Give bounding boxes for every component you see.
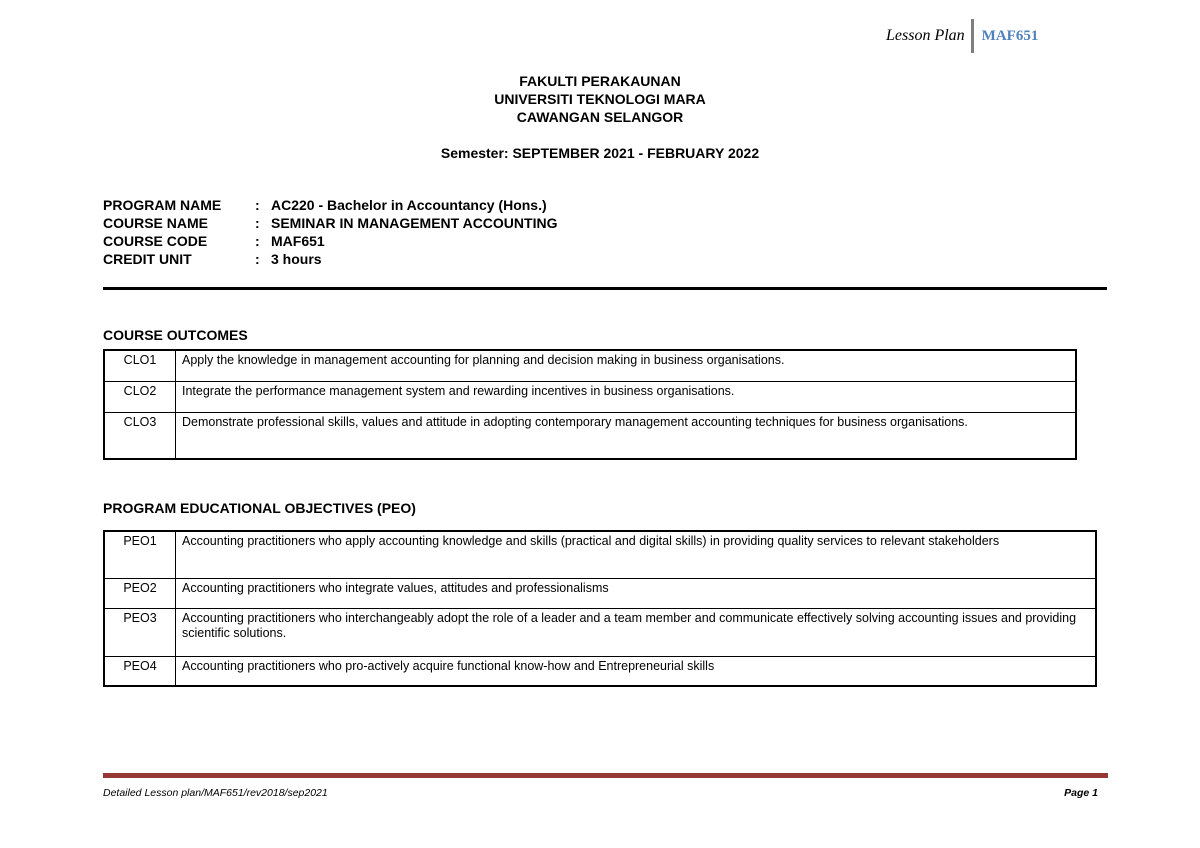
table-row — [104, 412, 1076, 459]
info-label: COURSE NAME — [103, 215, 209, 231]
footer-divider — [103, 773, 1108, 778]
info-separator: : — [255, 215, 260, 231]
footer-document-ref: Detailed Lesson plan/MAF651/rev2018/sep2021 — [103, 787, 328, 799]
info-value: AC220 - Bachelor in Accountancy (Hons.) — [271, 197, 547, 213]
clo-text: Demonstrate professional skills, values and attitude in adopting contemporary management accounting techniques for business organisations. — [176, 412, 1077, 459]
peo-text: Accounting practitioners who pro-actively acquire functional know-how and Entrepreneurial skills — [176, 656, 1097, 686]
peo-code: PEO1 — [104, 531, 176, 578]
peo-table — [103, 530, 1097, 687]
peo-text: Accounting practitioners who apply accounting knowledge and skills (practical and digital skills) in providing quality services to relevant stakeholders — [176, 531, 1097, 578]
clo-code: CLO1 — [104, 350, 176, 381]
info-separator: : — [255, 197, 260, 213]
section-divider — [103, 287, 1107, 290]
course-info — [103, 196, 557, 268]
clo-code: CLO3 — [104, 412, 176, 459]
campus-name: CAWANGAN SELANGOR — [516, 109, 684, 125]
course-outcomes-table — [103, 349, 1077, 460]
course-outcomes-title: COURSE OUTCOMES — [103, 327, 248, 343]
clo-text: Integrate the performance management system and rewarding incentives in business organisations. — [176, 381, 1077, 412]
table-row — [104, 531, 1096, 578]
info-label: COURSE CODE — [103, 233, 208, 249]
table-row — [104, 608, 1096, 656]
peo-title: PROGRAM EDUCATIONAL OBJECTIVES (PEO) — [103, 500, 416, 516]
clo-code: CLO2 — [104, 381, 176, 412]
semester-line: Semester: SEPTEMBER 2021 - FEBRUARY 2022 — [440, 145, 760, 161]
peo-code: PEO4 — [104, 656, 176, 686]
info-row-credit-unit — [103, 250, 557, 268]
peo-code: PEO2 — [104, 578, 176, 608]
info-row-program — [103, 196, 557, 214]
peo-text: Accounting practitioners who integrate values, attitudes and professionalisms — [176, 578, 1097, 608]
info-value: SEMINAR IN MANAGEMENT ACCOUNTING — [271, 215, 558, 231]
info-label: PROGRAM NAME — [103, 197, 222, 213]
info-row-course-code — [103, 232, 557, 250]
table-row — [104, 656, 1096, 686]
page-number: Page 1 — [1064, 787, 1098, 799]
peo-code: PEO3 — [104, 608, 176, 656]
info-value: MAF651 — [271, 233, 325, 249]
table-row — [104, 350, 1076, 381]
info-separator: : — [255, 251, 260, 267]
info-row-course-name — [103, 214, 557, 232]
table-row — [104, 381, 1076, 412]
header-course-code: MAF651 — [981, 27, 1039, 44]
info-label: CREDIT UNIT — [103, 251, 192, 267]
faculty-name: FAKULTI PERAKAUNAN — [519, 73, 681, 89]
clo-text: Apply the knowledge in management accounting for planning and decision making in business organisations. — [176, 350, 1077, 381]
table-row — [104, 578, 1096, 608]
info-value: 3 hours — [271, 251, 322, 267]
peo-text: Accounting practitioners who interchangeably adopt the role of a leader and a team member and communicate effectively solving accounting issues and providing scientific solutions. — [176, 608, 1097, 656]
institution-block — [0, 72, 1200, 126]
header-title: Lesson Plan — [886, 27, 965, 44]
page-header — [886, 18, 1038, 54]
university-name: UNIVERSITI TEKNOLOGI MARA — [494, 91, 706, 107]
info-separator: : — [255, 233, 260, 249]
